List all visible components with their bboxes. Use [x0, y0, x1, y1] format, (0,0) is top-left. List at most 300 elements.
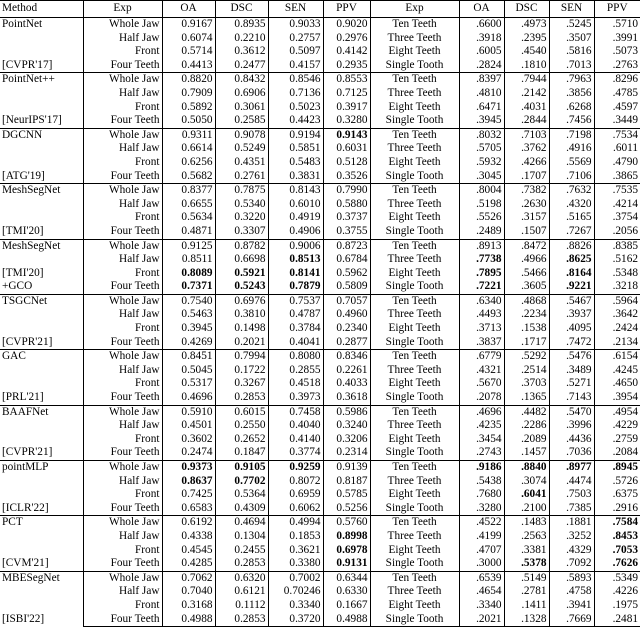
- value-cell: [594, 198, 640, 212]
- value-cell: [215, 557, 268, 571]
- cell-text: 0.4140: [289, 432, 321, 445]
- value-cell: [504, 225, 549, 239]
- cell-text: Four Teeth: [110, 335, 160, 348]
- cell-text: 0.8723: [336, 239, 368, 252]
- value-cell: [504, 613, 549, 627]
- value-cell: [549, 475, 594, 489]
- value-cell: [549, 294, 594, 308]
- cell-text: 0.3526: [336, 169, 368, 182]
- value-cell: [162, 350, 215, 364]
- table-row: [0, 557, 640, 571]
- best-value: .5378: [521, 557, 547, 570]
- exp-cell: [83, 419, 162, 433]
- cell-text: .1810: [521, 58, 547, 71]
- value-cell: [323, 101, 370, 115]
- exp-cell: [370, 502, 459, 516]
- value-cell: [162, 475, 215, 489]
- value-cell: [162, 32, 215, 46]
- best-value: 0.5243: [234, 280, 266, 293]
- value-cell: [594, 225, 640, 239]
- value-cell: [162, 184, 215, 198]
- method-name: PCT: [2, 516, 23, 529]
- cell-text: .4329: [566, 543, 592, 556]
- method-cell: [0, 239, 83, 294]
- value-cell: [215, 114, 268, 128]
- exp-cell: [83, 461, 162, 475]
- cell-text: 0.3737: [336, 211, 368, 224]
- value-cell: [504, 308, 549, 322]
- cell-text: .4540: [521, 45, 547, 58]
- value-cell: [594, 405, 640, 419]
- cell-text: .3642: [612, 308, 638, 321]
- cell-text: .1365: [521, 391, 547, 404]
- cell-text: Single Tooth: [385, 169, 444, 182]
- cell-text: 0.1853: [289, 529, 321, 542]
- value-cell: [268, 571, 323, 585]
- cell-text: 0.6031: [336, 142, 368, 155]
- value-cell: [215, 294, 268, 308]
- exp-cell: [83, 280, 162, 294]
- value-cell: [504, 184, 549, 198]
- cell-text: 0.1722: [234, 363, 266, 376]
- value-cell: [459, 322, 504, 336]
- cell-text: Four Teeth: [110, 501, 160, 514]
- cell-text: Front: [135, 432, 160, 445]
- cell-text: 0.7125: [336, 86, 368, 99]
- exp-cell: [370, 142, 459, 156]
- value-cell: [459, 475, 504, 489]
- best-value: 0.6978: [336, 543, 368, 556]
- cell-text: Eight Teeth: [388, 488, 441, 501]
- exp-cell: [370, 198, 459, 212]
- table-row: [0, 461, 640, 475]
- cell-text: .3865: [612, 169, 638, 182]
- cell-text: 0.2853: [234, 612, 266, 625]
- cell-text: .2630: [521, 197, 547, 210]
- cell-text: 0.4142: [336, 45, 368, 58]
- value-cell: [215, 253, 268, 267]
- cell-text: .5705: [476, 142, 502, 155]
- cell-text: 0.3774: [289, 446, 321, 459]
- best-value: .8453: [612, 529, 638, 542]
- cell-text: Half Jaw: [119, 197, 160, 210]
- cell-text: 0.6121: [234, 585, 266, 598]
- value-cell: [268, 544, 323, 558]
- value-cell: [323, 128, 370, 142]
- value-cell: [215, 419, 268, 433]
- value-cell: [323, 294, 370, 308]
- exp-cell: [370, 170, 459, 184]
- cell-text: Ten Teeth: [392, 239, 437, 252]
- cell-text: Four Teeth: [110, 612, 160, 625]
- value-cell: [549, 405, 594, 419]
- table-row: [0, 45, 640, 59]
- value-cell: [162, 377, 215, 391]
- exp-cell: [370, 225, 459, 239]
- value-cell: [268, 73, 323, 87]
- value-cell: [215, 184, 268, 198]
- value-cell: [162, 405, 215, 419]
- value-cell: [594, 446, 640, 460]
- value-cell: [594, 322, 640, 336]
- cell-text: .6005: [476, 45, 502, 58]
- cell-text: 0.7062: [181, 571, 213, 584]
- cell-text: .4266: [521, 155, 547, 168]
- method-spacer: [2, 530, 81, 557]
- value-cell: [268, 419, 323, 433]
- table-row: [0, 377, 640, 391]
- best-value: .9221: [566, 280, 592, 293]
- method-venue: [NeurIPS'17]: [2, 114, 62, 127]
- value-cell: [268, 267, 323, 281]
- cell-text: .5710: [612, 18, 638, 30]
- cell-text: Single Tooth: [385, 114, 444, 127]
- value-cell: [549, 198, 594, 212]
- best-value: .9186: [476, 461, 502, 473]
- cell-text: Single Tooth: [385, 557, 444, 570]
- cell-text: .5349: [612, 571, 638, 584]
- value-cell: [215, 225, 268, 239]
- cell-text: .4214: [612, 197, 638, 210]
- cell-text: .5292: [521, 350, 547, 363]
- table-row: [0, 391, 640, 405]
- value-cell: [459, 599, 504, 613]
- method-spacer: [2, 419, 81, 446]
- value-cell: [549, 516, 594, 530]
- value-cell: [268, 198, 323, 212]
- cell-text: Whole Jaw: [108, 73, 160, 86]
- cell-text: .5245: [566, 18, 592, 30]
- cell-text: .1975: [612, 598, 638, 611]
- value-cell: [215, 211, 268, 225]
- cell-text: .7456: [566, 114, 592, 127]
- cell-text: .4758: [566, 585, 592, 598]
- method-spacer: [2, 475, 81, 502]
- value-cell: [504, 336, 549, 350]
- cell-text: 0.8187: [336, 474, 368, 487]
- exp-cell: [83, 613, 162, 627]
- value-cell: [323, 253, 370, 267]
- value-cell: [162, 18, 215, 32]
- value-cell: [162, 101, 215, 115]
- cell-text: .5149: [521, 571, 547, 584]
- value-cell: [594, 599, 640, 613]
- exp-cell: [83, 364, 162, 378]
- cell-text: .8385: [612, 239, 638, 252]
- cell-text: .4436: [566, 432, 592, 445]
- table-row: [0, 613, 640, 627]
- cell-text: .2234: [521, 308, 547, 321]
- cell-text: .8296: [612, 73, 638, 86]
- value-cell: [594, 571, 640, 585]
- exp-cell: [370, 294, 459, 308]
- value-cell: [323, 419, 370, 433]
- cell-text: .2424: [612, 322, 638, 335]
- cell-text: .2781: [521, 585, 547, 598]
- cell-text: Eight Teeth: [388, 432, 441, 445]
- value-cell: [549, 557, 594, 571]
- table-row: [0, 475, 640, 489]
- value-cell: [162, 391, 215, 405]
- cell-text: 0.4988: [336, 612, 368, 625]
- cell-text: 0.4285: [181, 557, 213, 570]
- cell-text: 0.6192: [181, 516, 213, 529]
- method-venue: [CVPR'21]: [2, 335, 53, 348]
- value-cell: [215, 32, 268, 46]
- value-cell: [504, 557, 549, 571]
- value-cell: [504, 461, 549, 475]
- cell-text: .2078: [476, 391, 502, 404]
- method-name: PointNet: [2, 18, 43, 30]
- exp-cell: [83, 198, 162, 212]
- value-cell: [215, 364, 268, 378]
- cell-text: 0.4041: [289, 335, 321, 348]
- method-spacer: [2, 364, 81, 391]
- exp-cell: [83, 128, 162, 142]
- cell-text: 0.8072: [289, 474, 321, 487]
- exp-cell: [370, 544, 459, 558]
- value-cell: [268, 170, 323, 184]
- cell-text: 0.5045: [181, 363, 213, 376]
- cell-text: 0.9311: [181, 128, 213, 141]
- cell-text: .3762: [521, 142, 547, 155]
- exp-cell: [370, 156, 459, 170]
- value-cell: [162, 225, 215, 239]
- value-cell: [323, 170, 370, 184]
- value-cell: [268, 211, 323, 225]
- value-cell: [504, 350, 549, 364]
- cell-text: Three Teeth: [387, 419, 442, 432]
- value-cell: [215, 502, 268, 516]
- value-cell: [162, 73, 215, 87]
- method-spacer: [2, 32, 81, 59]
- cell-text: .1707: [521, 169, 547, 182]
- value-cell: [504, 198, 549, 212]
- value-cell: [162, 45, 215, 59]
- value-cell: [594, 557, 640, 571]
- value-cell: [268, 322, 323, 336]
- value-cell: [594, 18, 640, 32]
- cell-text: .7632: [566, 184, 592, 197]
- cell-text: .4321: [476, 363, 502, 376]
- exp-cell: [370, 280, 459, 294]
- value-cell: [162, 557, 215, 571]
- value-cell: [459, 446, 504, 460]
- cell-text: 0.5050: [181, 114, 213, 127]
- table-row: [0, 156, 640, 170]
- cell-text: Whole Jaw: [108, 18, 160, 30]
- best-value: .7053: [612, 543, 638, 556]
- cell-text: .2489: [476, 224, 502, 237]
- value-cell: [594, 267, 640, 281]
- value-cell: [323, 391, 370, 405]
- cell-text: 0.3810: [234, 308, 266, 321]
- value-cell: [504, 267, 549, 281]
- table-row: [0, 433, 640, 447]
- value-cell: [594, 280, 640, 294]
- cell-text: .4235: [476, 419, 502, 432]
- value-cell: [594, 170, 640, 184]
- cell-text: 0.6256: [181, 155, 213, 168]
- cell-text: .5470: [566, 405, 592, 418]
- exp-cell: [370, 488, 459, 502]
- header-exp-1: Exp: [83, 1, 162, 18]
- value-cell: [215, 488, 268, 502]
- cell-text: .1507: [521, 224, 547, 237]
- cell-text: .1411: [521, 598, 547, 611]
- cell-text: .3754: [612, 211, 638, 224]
- cell-text: Whole Jaw: [108, 350, 160, 363]
- value-cell: [323, 239, 370, 253]
- table-row: [0, 350, 640, 364]
- cell-text: 0.8377: [181, 184, 213, 197]
- cell-text: Three Teeth: [387, 363, 442, 376]
- table-row: [0, 267, 640, 281]
- exp-cell: [370, 32, 459, 46]
- cell-text: 0.3945: [181, 322, 213, 335]
- value-cell: [549, 571, 594, 585]
- exp-cell: [83, 142, 162, 156]
- value-cell: [268, 613, 323, 627]
- value-cell: [162, 336, 215, 350]
- table-row: [0, 253, 640, 267]
- exp-cell: [83, 101, 162, 115]
- value-cell: [504, 59, 549, 73]
- value-cell: [268, 114, 323, 128]
- cell-text: .7198: [566, 128, 592, 141]
- value-cell: [459, 557, 504, 571]
- value-cell: [459, 239, 504, 253]
- cell-text: .2021: [476, 612, 502, 625]
- cell-text: Half Jaw: [119, 142, 160, 155]
- value-cell: [268, 530, 323, 544]
- cell-text: .6268: [566, 100, 592, 113]
- cell-text: Eight Teeth: [388, 266, 441, 279]
- cell-text: .4522: [476, 516, 502, 529]
- cell-text: .3954: [612, 391, 638, 404]
- table-row: [0, 488, 640, 502]
- exp-cell: [83, 73, 162, 87]
- exp-cell: [83, 308, 162, 322]
- value-cell: [549, 530, 594, 544]
- method-name: BAAFNet: [2, 405, 49, 418]
- exp-cell: [83, 59, 162, 73]
- value-cell: [549, 488, 594, 502]
- best-value: .8164: [566, 266, 592, 279]
- cell-text: 0.2877: [336, 335, 368, 348]
- cell-text: 0.5986: [336, 405, 368, 418]
- value-cell: [162, 364, 215, 378]
- method-cell: [0, 73, 83, 128]
- cell-text: 0.8935: [234, 18, 266, 30]
- exp-cell: [83, 557, 162, 571]
- cell-text: .2100: [521, 501, 547, 514]
- value-cell: [504, 294, 549, 308]
- value-cell: [215, 516, 268, 530]
- cell-text: 0.5097: [289, 45, 321, 58]
- value-cell: [549, 225, 594, 239]
- value-cell: [594, 613, 640, 627]
- cell-text: 0.5249: [234, 142, 266, 155]
- cell-text: .3507: [566, 31, 592, 44]
- method-venue: [TMI'20]: [2, 266, 44, 279]
- cell-text: .1881: [566, 516, 592, 529]
- value-cell: [323, 211, 370, 225]
- exp-cell: [370, 530, 459, 544]
- cell-text: .4031: [521, 100, 547, 113]
- value-cell: [323, 308, 370, 322]
- exp-cell: [370, 45, 459, 59]
- cell-text: 0.3240: [336, 419, 368, 432]
- cell-text: Whole Jaw: [108, 294, 160, 307]
- cell-text: 0.5256: [336, 501, 368, 514]
- exp-cell: [83, 156, 162, 170]
- cell-text: .4790: [612, 155, 638, 168]
- exp-cell: [83, 225, 162, 239]
- best-value: .7895: [476, 266, 502, 279]
- cell-text: .2763: [612, 58, 638, 71]
- value-cell: [162, 308, 215, 322]
- value-cell: [323, 613, 370, 627]
- cell-text: 0.5880: [336, 197, 368, 210]
- cell-text: 0.3168: [181, 598, 213, 611]
- table-row: [0, 585, 640, 599]
- exp-cell: [83, 32, 162, 46]
- value-cell: [459, 544, 504, 558]
- value-cell: [215, 45, 268, 59]
- value-cell: [215, 446, 268, 460]
- value-cell: [504, 516, 549, 530]
- cell-text: 0.6614: [181, 142, 213, 155]
- value-cell: [268, 502, 323, 516]
- cell-text: 0.6074: [181, 31, 213, 44]
- exp-cell: [370, 322, 459, 336]
- cell-text: .7669: [566, 612, 592, 625]
- value-cell: [268, 557, 323, 571]
- cell-text: Three Teeth: [387, 308, 442, 321]
- value-cell: [594, 32, 640, 46]
- value-cell: [459, 184, 504, 198]
- cell-text: .1328: [521, 612, 547, 625]
- header-exp-2: Exp: [370, 1, 459, 18]
- method-venue: [ATG'19]: [2, 169, 45, 182]
- exp-cell: [83, 184, 162, 198]
- cell-text: .4650: [612, 377, 638, 390]
- table-row: [0, 142, 640, 156]
- cell-text: .4966: [521, 253, 547, 266]
- value-cell: [549, 184, 594, 198]
- exp-cell: [83, 87, 162, 101]
- value-cell: [215, 18, 268, 32]
- value-cell: [504, 87, 549, 101]
- value-cell: [323, 599, 370, 613]
- value-cell: [215, 461, 268, 475]
- cell-text: Three Teeth: [387, 197, 442, 210]
- cell-text: 0.2976: [336, 31, 368, 44]
- exp-cell: [370, 128, 459, 142]
- cell-text: 0.4269: [181, 335, 213, 348]
- cell-text: 0.5714: [181, 45, 213, 58]
- value-cell: [268, 239, 323, 253]
- cell-text: .3045: [476, 169, 502, 182]
- cell-text: .3280: [476, 501, 502, 514]
- cell-text: 0.4960: [336, 308, 368, 321]
- value-cell: [162, 156, 215, 170]
- value-cell: [215, 433, 268, 447]
- cell-text: 0.4518: [289, 377, 321, 390]
- cell-text: 0.7909: [181, 86, 213, 99]
- cell-text: .6154: [612, 350, 638, 363]
